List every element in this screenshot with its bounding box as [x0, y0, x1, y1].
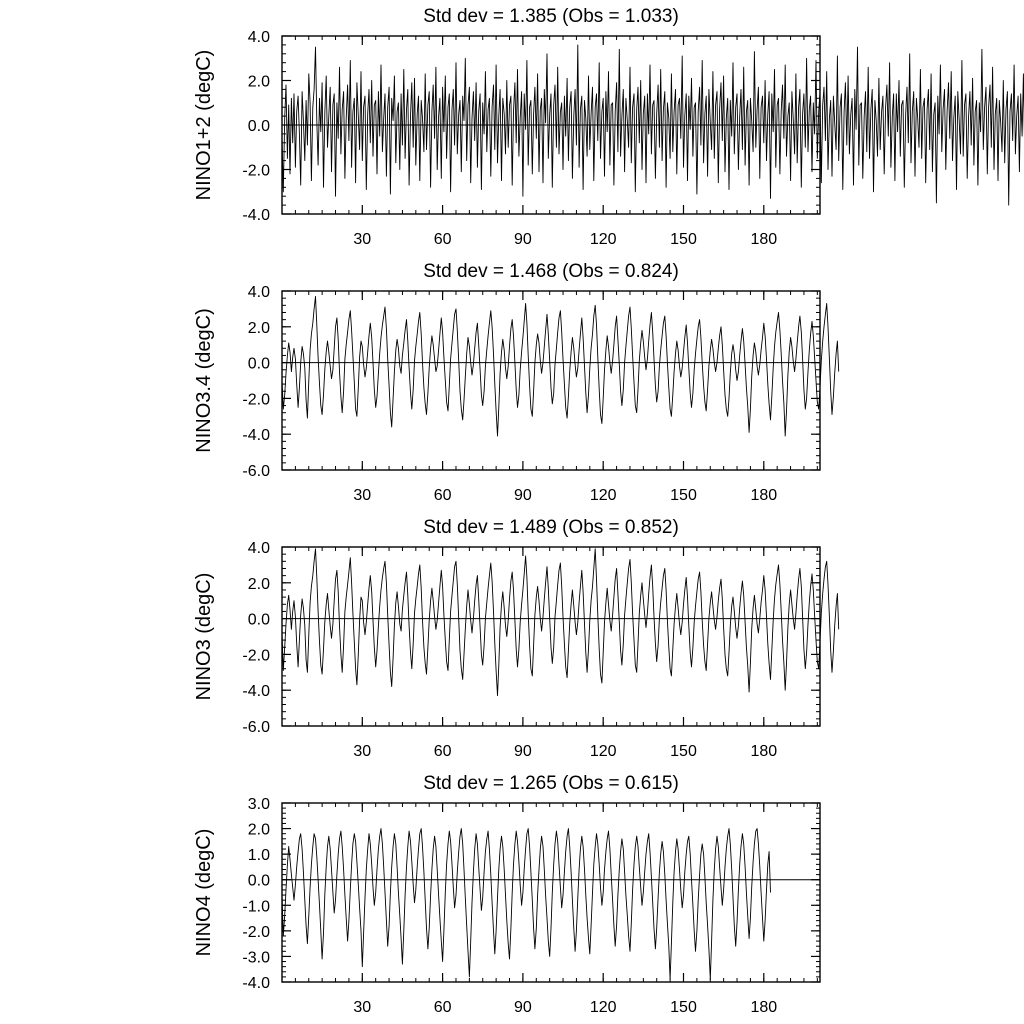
x-tick-label-nino12: 120 [589, 231, 617, 248]
x-tick-label-nino3: 60 [433, 743, 452, 760]
y-tick-label-nino34: -2.0 [242, 391, 270, 409]
y-tick-label-nino34: 4.0 [247, 284, 270, 301]
y-axis-label-nino34: NINO3.4 (degC) [193, 308, 215, 453]
x-tick-label-nino4: 60 [433, 999, 452, 1016]
x-tick-label-nino12: 90 [513, 231, 532, 248]
y-tick-label-nino4: -4.0 [242, 975, 270, 992]
x-tick-label-nino4: 120 [589, 999, 617, 1016]
y-tick-label-nino3: 0.0 [247, 611, 270, 629]
x-tick-label-nino4: 180 [750, 999, 778, 1016]
x-tick-label-nino4: 30 [353, 999, 372, 1016]
y-tick-label-nino34: -4.0 [242, 427, 270, 445]
y-tick-label-nino34: 2.0 [247, 319, 270, 337]
chart-title-nino34: Std dev = 1.468 (Obs = 0.824) [423, 261, 679, 282]
x-tick-label-nino12: 180 [750, 231, 778, 248]
y-tick-label-nino34: 0.0 [247, 355, 270, 373]
x-tick-label-nino3: 150 [670, 743, 697, 760]
y-tick-label-nino12: -4.0 [242, 207, 270, 224]
chart-title-nino12: Std dev = 1.385 (Obs = 1.033) [423, 6, 679, 27]
x-tick-label-nino34: 150 [670, 487, 697, 504]
y-tick-label-nino3: 2.0 [247, 575, 270, 593]
y-tick-label-nino12: 4.0 [247, 29, 270, 46]
y-tick-label-nino3: -4.0 [242, 683, 270, 701]
y-axis-label-nino3: NINO3 (degC) [193, 572, 215, 701]
y-tick-label-nino3: -6.0 [242, 719, 270, 736]
y-tick-label-nino4: -3.0 [242, 949, 270, 967]
chart-title-nino4: Std dev = 1.265 (Obs = 0.615) [423, 773, 679, 794]
panel-nino3 [193, 517, 839, 760]
x-tick-label-nino12: 30 [353, 231, 372, 248]
x-tick-label-nino3: 180 [750, 743, 778, 760]
x-tick-label-nino12: 60 [433, 231, 452, 248]
y-tick-label-nino12: -2.0 [242, 162, 270, 180]
series-line-nino34 [282, 296, 839, 436]
x-tick-label-nino4: 150 [670, 999, 697, 1016]
y-tick-label-nino4: 2.0 [247, 821, 270, 839]
y-tick-label-nino12: 0.0 [247, 118, 270, 135]
chart-title-nino3: Std dev = 1.489 (Obs = 0.852) [423, 517, 679, 538]
panel-nino4 [193, 773, 820, 1016]
x-tick-label-nino3: 120 [589, 743, 617, 760]
series-line-nino3 [282, 549, 839, 696]
x-tick-label-nino34: 30 [353, 487, 372, 504]
x-tick-label-nino34: 180 [750, 487, 778, 504]
x-tick-label-nino3: 30 [353, 743, 372, 760]
y-tick-label-nino34: -6.0 [242, 463, 270, 480]
x-tick-label-nino34: 60 [433, 487, 452, 504]
panel-nino34 [193, 261, 839, 504]
panel-nino12 [193, 6, 1024, 248]
y-tick-label-nino4: -2.0 [242, 923, 270, 941]
y-tick-label-nino3: -2.0 [242, 647, 270, 665]
x-tick-label-nino34: 90 [513, 487, 532, 504]
x-tick-label-nino4: 90 [513, 999, 532, 1016]
y-axis-label-nino4: NINO4 (degC) [193, 828, 215, 957]
y-tick-label-nino12: 2.0 [247, 73, 270, 91]
x-tick-label-nino3: 90 [513, 743, 532, 760]
x-tick-label-nino12: 150 [670, 231, 697, 248]
y-tick-label-nino4: 0.0 [247, 872, 270, 890]
y-tick-label-nino4: 1.0 [247, 847, 270, 865]
y-tick-label-nino3: 4.0 [247, 540, 270, 557]
series-line-nino4 [282, 829, 771, 980]
y-tick-label-nino4: 3.0 [247, 796, 270, 813]
plot-frame-nino3 [282, 547, 820, 726]
x-tick-label-nino34: 120 [589, 487, 617, 504]
y-axis-label-nino12: NINO1+2 (degC) [193, 49, 215, 201]
y-tick-label-nino4: -1.0 [242, 898, 270, 916]
